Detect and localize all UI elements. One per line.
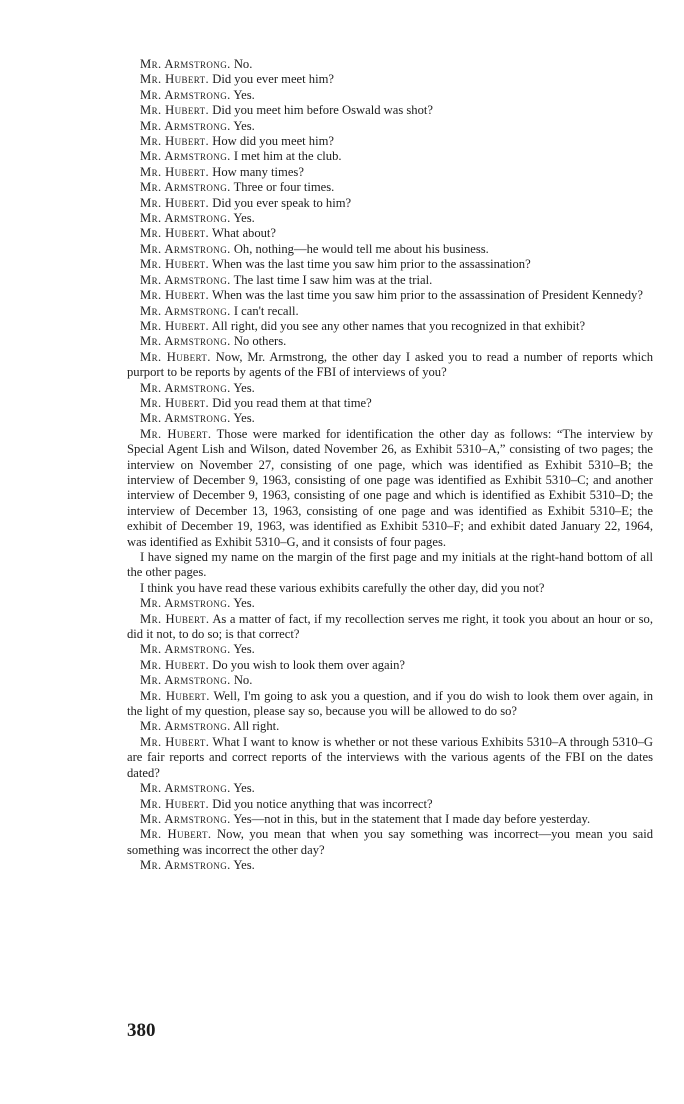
speech-text: All right. xyxy=(233,719,280,734)
speech-text: Do you wish to look them over again? xyxy=(212,657,405,672)
speech-text: I think you have read these various exhibits carefully the other day, did you not? xyxy=(140,580,545,595)
speech-text: Yes. xyxy=(233,642,255,657)
testimony-paragraph xyxy=(127,427,653,550)
speech-text: Those were marked for identification the other day as follows: “The interview by Special Agent Lish and Wilson, dated November 26, as Exhibit 5310–A,” consisting of two pages; the interview on November 27, consisting of one page, which was identified as Exhibit 5310–B; the interview of December 9, 1963, consisting of one page was identified as Exhibit 5310–C; and another interview of December 9, 1963, consisting of one page and which is identified as Exhibit 5310–D; the interview of December 13, 1963, consisting of one page and was identified as Exhibit 5310–E; the exhibit of December 19, 1963, was identified as Exhibit 5310–F; and exhibit dated January 22, 1964, was identified as Exhibit 5310–G, and it consists of four pages. xyxy=(127,426,654,549)
speaker-name: Mr. Armstrong. xyxy=(140,411,231,426)
testimony-paragraph xyxy=(127,658,653,673)
speech-text: Did you read them at that time? xyxy=(212,395,372,410)
speaker-name: Mr. Armstrong. xyxy=(140,596,231,611)
testimony-paragraph xyxy=(127,288,653,303)
testimony-paragraph xyxy=(127,273,653,288)
speech-text: Did you ever speak to him? xyxy=(212,195,352,210)
testimony-paragraph xyxy=(127,119,653,134)
testimony-paragraph xyxy=(127,149,653,164)
speech-text: How did you meet him? xyxy=(212,134,334,149)
speaker-name: Mr. Armstrong. xyxy=(140,272,231,287)
speech-text: When was the last time you saw him prior to the assassination? xyxy=(212,257,531,272)
speaker-name: Mr. Hubert. xyxy=(140,164,210,179)
speech-text: The last time I saw him was at the trial. xyxy=(233,272,433,287)
speaker-name: Mr. Hubert. xyxy=(140,349,211,364)
testimony-paragraph xyxy=(127,596,653,611)
speech-text: No others. xyxy=(233,334,287,349)
testimony-paragraph xyxy=(127,334,653,349)
speech-text: Three or four times. xyxy=(233,180,335,195)
testimony-paragraph xyxy=(127,689,653,720)
speaker-name: Mr. Armstrong. xyxy=(140,811,231,826)
speaker-name: Mr. Hubert. xyxy=(140,195,210,210)
testimony-paragraph xyxy=(127,72,653,87)
speech-text: Yes—not in this, but in the statement that I made day before yesterday. xyxy=(233,811,591,826)
speaker-name: Mr. Hubert. xyxy=(140,103,210,118)
speech-text: How many times? xyxy=(212,164,304,179)
speaker-name: Mr. Hubert. xyxy=(140,426,212,441)
speech-text: Yes. xyxy=(233,87,255,102)
speaker-name: Mr. Hubert. xyxy=(140,734,210,749)
testimony-paragraph xyxy=(127,319,653,334)
speaker-name: Mr. Hubert. xyxy=(140,257,210,272)
speaker-name: Mr. Armstrong. xyxy=(140,858,231,873)
speech-text: Well, I'm going to ask you a question, and if you do wish to look them over again, in the light of my question, please say so, because you will be allowed to do so? xyxy=(127,688,654,719)
speaker-name: Mr. Hubert. xyxy=(140,657,210,672)
testimony-paragraph xyxy=(127,304,653,319)
speaker-name: Mr. Armstrong. xyxy=(140,781,231,796)
speaker-name: Mr. Armstrong. xyxy=(140,241,231,256)
speech-text: Did you ever meet him? xyxy=(212,72,334,87)
testimony-paragraph xyxy=(127,88,653,103)
speech-text: Yes. xyxy=(233,781,255,796)
speech-text: Did you meet him before Oswald was shot? xyxy=(212,103,433,118)
speech-text: Yes. xyxy=(233,211,255,226)
testimony-paragraph xyxy=(127,396,653,411)
speaker-name: Mr. Hubert. xyxy=(140,226,210,241)
speaker-name: Mr. Hubert. xyxy=(140,134,210,149)
speech-text: Yes. xyxy=(233,596,255,611)
testimony-paragraph xyxy=(127,257,653,272)
testimony-paragraph xyxy=(127,812,653,827)
speaker-name: Mr. Armstrong. xyxy=(140,303,231,318)
testimony-paragraph xyxy=(127,735,653,781)
speech-text: Did you notice anything that was incorrect? xyxy=(212,796,433,811)
speech-text: Oh, nothing—he would tell me about his business. xyxy=(233,241,489,256)
speech-text: I can't recall. xyxy=(233,303,299,318)
speech-text: When was the last time you saw him prior to the assassination of President Kennedy? xyxy=(212,288,643,303)
testimony-paragraph xyxy=(127,411,653,426)
testimony-paragraph xyxy=(127,550,653,581)
speaker-name: Mr. Hubert. xyxy=(140,318,210,333)
speaker-name: Mr. Armstrong. xyxy=(140,334,231,349)
speech-text: Now, you mean that when you say something was incorrect—you mean you said something was incorrect the other day? xyxy=(127,827,654,857)
testimony-paragraph xyxy=(127,642,653,657)
speaker-name: Mr. Armstrong. xyxy=(140,380,231,395)
speech-text: Yes. xyxy=(233,858,255,873)
testimony-paragraph xyxy=(127,196,653,211)
testimony-paragraph xyxy=(127,827,653,858)
testimony-paragraph xyxy=(127,180,653,195)
testimony-paragraph xyxy=(127,858,653,873)
testimony-paragraph xyxy=(127,211,653,226)
speaker-name: Mr. Armstrong. xyxy=(140,719,231,734)
speaker-name: Mr. Armstrong. xyxy=(140,673,231,688)
testimony-paragraph xyxy=(127,381,653,396)
page-number: 380 xyxy=(127,1020,156,1041)
speaker-name: Mr. Armstrong. xyxy=(140,180,231,195)
testimony-paragraph xyxy=(127,226,653,241)
speaker-name: Mr. Hubert. xyxy=(140,288,210,303)
speech-text: What about? xyxy=(212,226,277,241)
testimony-paragraph xyxy=(127,581,653,596)
speech-text: Yes. xyxy=(233,411,255,426)
speech-text: As a matter of fact, if my recollection serves me right, it took you about an hour or so, did it not, to do so; is that correct? xyxy=(127,611,653,642)
transcript-body xyxy=(127,57,653,874)
testimony-paragraph xyxy=(127,781,653,796)
testimony-paragraph xyxy=(127,134,653,149)
speaker-name: Mr. Armstrong. xyxy=(140,57,231,71)
speech-text: What I want to know is whether or not these various Exhibits 5310–A through 5310–G are fair reports and correct reports of the interviews with the various agents of the FBI on the dates dated? xyxy=(127,734,654,780)
speaker-name: Mr. Armstrong. xyxy=(140,149,231,164)
testimony-paragraph xyxy=(127,612,653,643)
speech-text: Yes. xyxy=(233,118,255,133)
testimony-paragraph xyxy=(127,165,653,180)
speaker-name: Mr. Hubert. xyxy=(140,796,210,811)
speaker-name: Mr. Hubert. xyxy=(140,611,210,626)
speaker-name: Mr. Armstrong. xyxy=(140,211,231,226)
speech-text: Now, Mr. Armstrong, the other day I asked you to read a number of reports which purport to be reports by agents of the FBI of interviews of you? xyxy=(127,349,654,380)
speech-text: All right, did you see any other names that you recognized in that exhibit? xyxy=(211,318,586,333)
speech-text: No. xyxy=(233,57,253,71)
speaker-name: Mr. Hubert. xyxy=(140,72,210,87)
speech-text: Yes. xyxy=(233,380,255,395)
speaker-name: Mr. Armstrong. xyxy=(140,642,231,657)
testimony-paragraph xyxy=(127,719,653,734)
speech-text: I have signed my name on the margin of the first page and my initials at the right-hand bottom of all the other pages. xyxy=(127,550,653,580)
testimony-paragraph xyxy=(127,797,653,812)
speaker-name: Mr. Hubert. xyxy=(140,827,212,842)
speech-text: No. xyxy=(233,673,253,688)
speaker-name: Mr. Armstrong. xyxy=(140,118,231,133)
speaker-name: Mr. Hubert. xyxy=(140,688,210,703)
speech-text: I met him at the club. xyxy=(233,149,342,164)
testimony-paragraph xyxy=(127,673,653,688)
testimony-paragraph xyxy=(127,242,653,257)
speaker-name: Mr. Hubert. xyxy=(140,395,210,410)
testimony-paragraph xyxy=(127,350,653,381)
testimony-paragraph xyxy=(127,57,653,72)
testimony-paragraph xyxy=(127,103,653,118)
speaker-name: Mr. Armstrong. xyxy=(140,87,231,102)
